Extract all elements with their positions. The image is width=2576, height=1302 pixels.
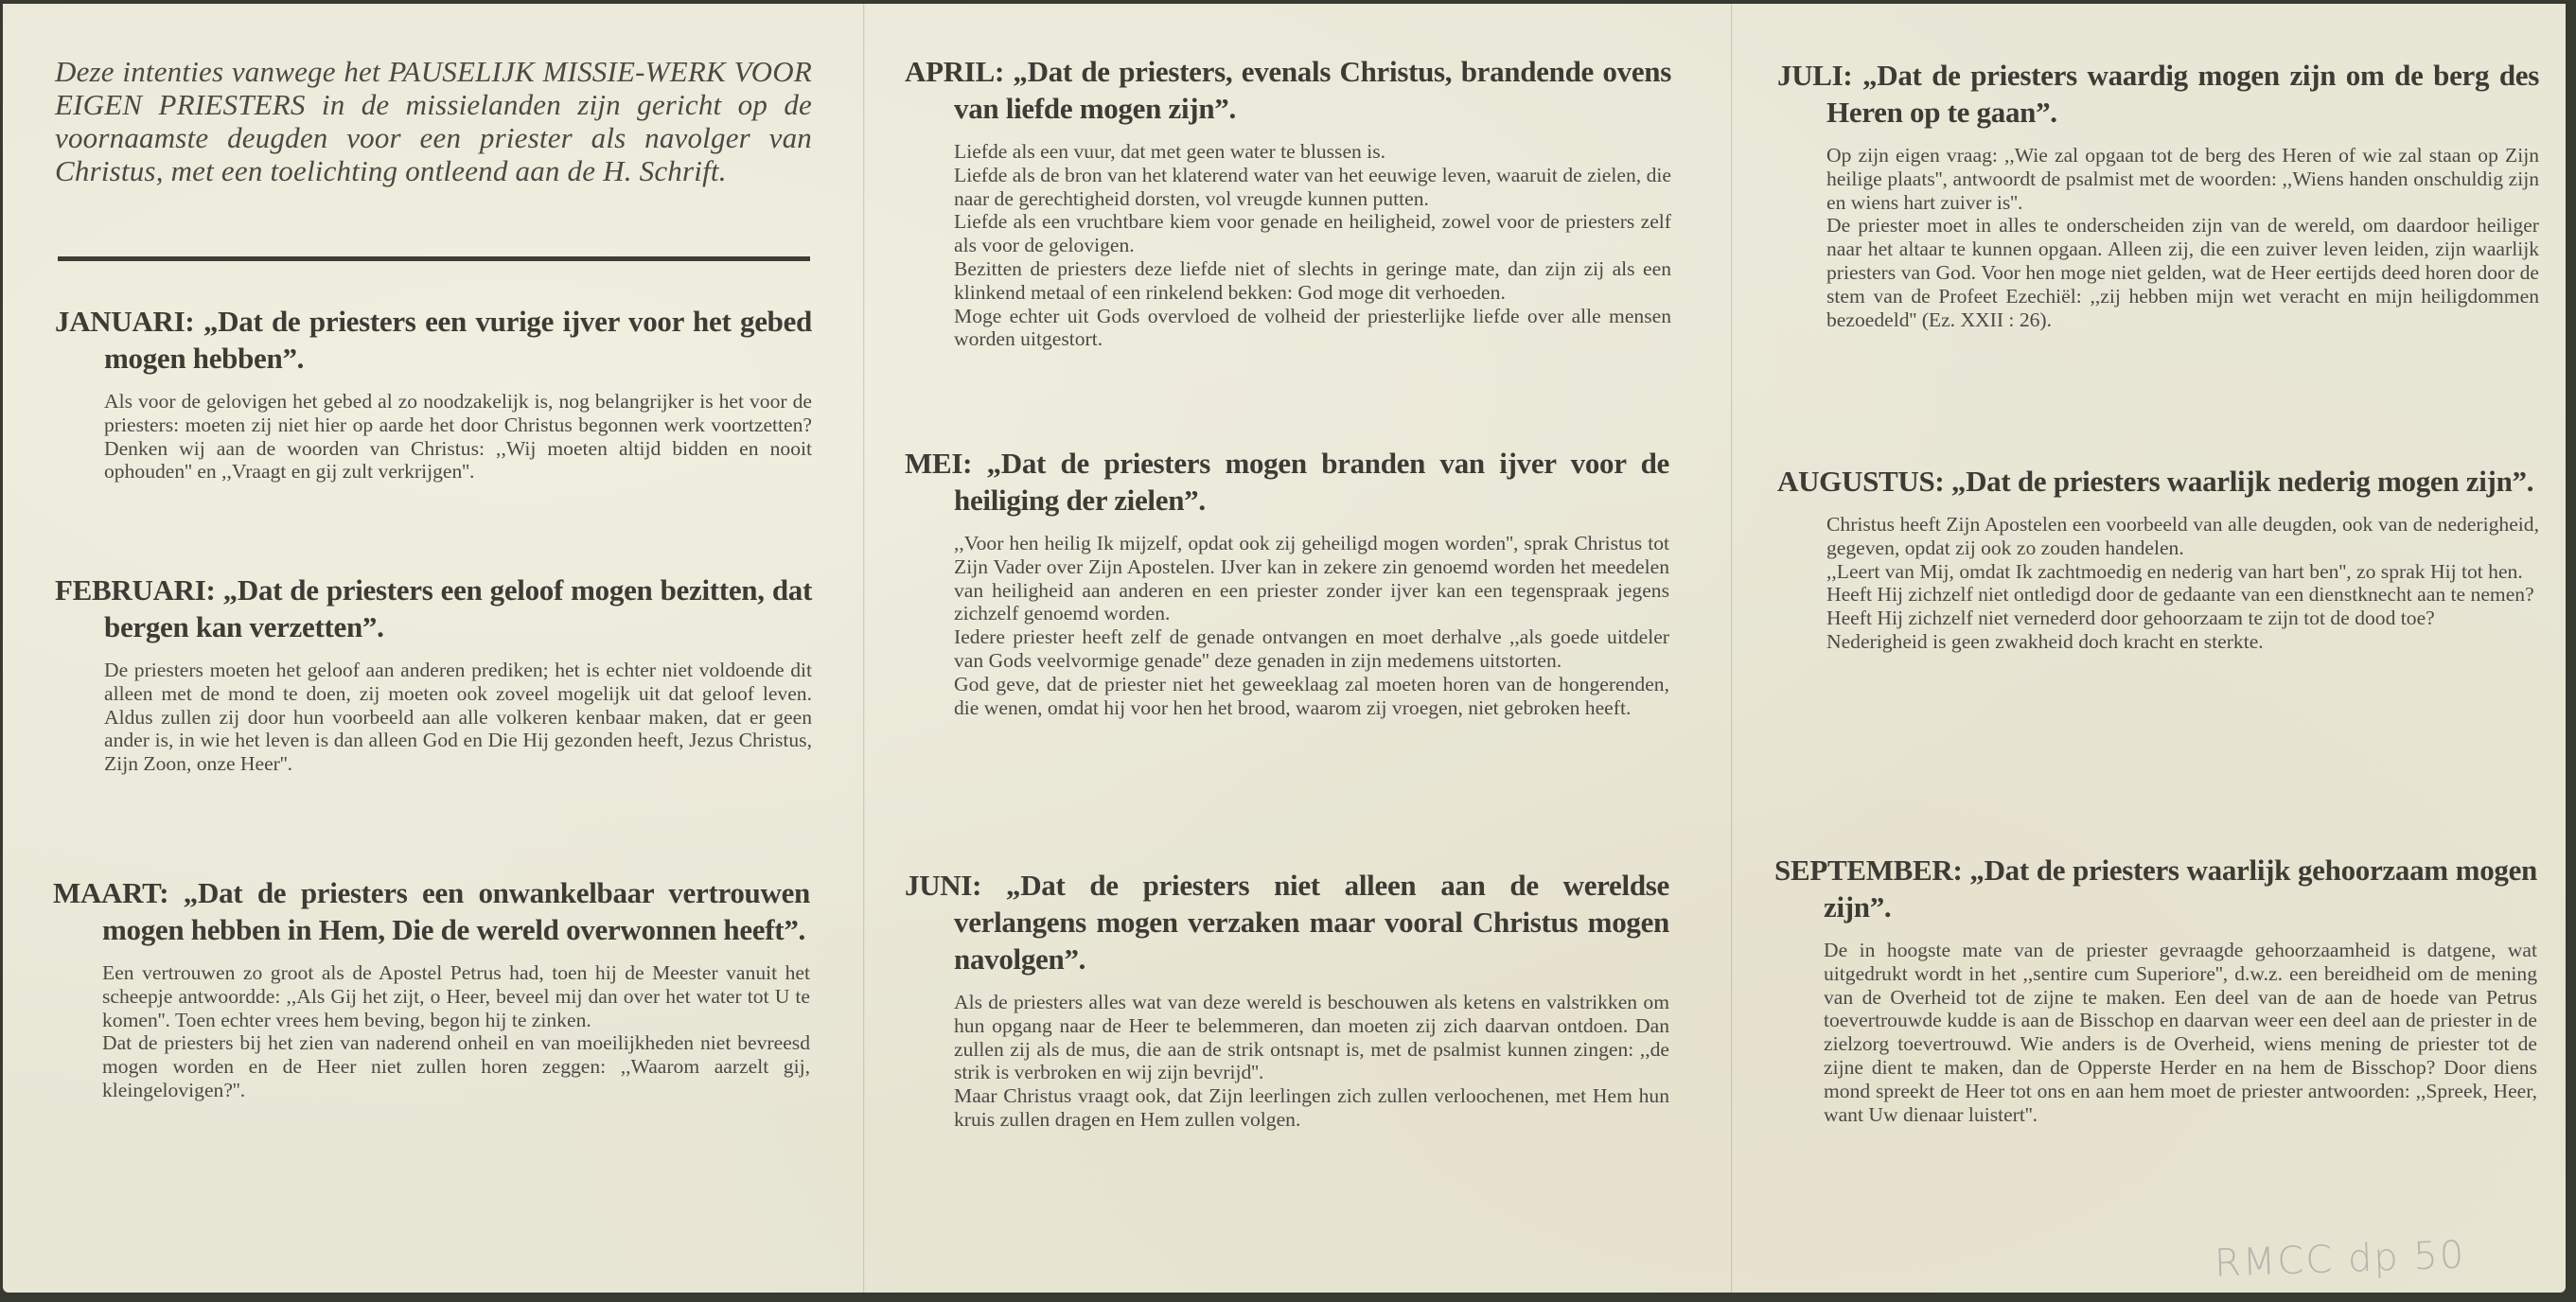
panel-middle — [865, 4, 1731, 1293]
month-body — [53, 961, 810, 1102]
paragraph: De priester moet in alles te onderscheiden zijn van de wereld, om daardoor heiliger naar het altaar te kunnen opgaan. Alleen zij, die een zuiver leven leiden, zijn waarlijk priesters van God. Voor hen moge niet gelden, wat de Heer eertijds deed horen door de stem van de Profeet Ezechiël: ,,zij hebben mijn wet veracht en mijn heiligdommen bezoedeld'' (Ez. XXII : 26). — [1826, 214, 2539, 331]
paragraph: ,,Leert van Mij, omdat Ik zachtmoedig en nederig van hart ben'', zo sprak Hij tot hen. — [1826, 559, 2523, 583]
month-body — [905, 991, 1669, 1132]
paragraph: De in hoogste mate van de priester gevraagde gehoorzaamheid is datgene, wat uitgedrukt wordt in het ,,sentire cum Superiore'', d.w.z. een bereidheid om de mening van de Overheid tot de zijne te maken. Een deel van de aan de hoede van Petrus toevertrouwde kudde is aan de Bisschop en daarvan weer een deel aan de priester in de zielzorg toevertrouwd. Wie anders is de Overheid, wiens mening de priester tot de zijne dient te maken, dan de Opperste Herder en na hem de Bisschop? Door diens mond spreekt de Heer tot ons en aan hem moet de priester antwoorden: ,,Spreek, Heer, want Uw dienaar luistert''. — [1824, 939, 2537, 1126]
paragraph: Christus heeft Zijn Apostelen een voorbeeld van alle deugden, ook van de nederigheid, gegeven, opdat zij ook zo zouden handelen. — [1826, 513, 2539, 559]
paragraph: Iedere priester heeft zelf de genade ontvangen en moet derhalve ,,als goede uitdeler van Gods veelvormige genade'' deze genaden in zijn medemens uitstorten. — [954, 625, 1669, 672]
archive-mark: RMCC dp 50 — [2214, 1233, 2467, 1286]
section-januari — [55, 303, 812, 484]
month-heading: AUGUSTUS: „Dat de priesters waarlijk nederig mogen zijn”. — [1777, 465, 2534, 498]
month-heading: MEI: „Dat de priesters mogen branden van ijver voor de heiliging der zielen”. — [905, 447, 1669, 517]
divider-rule — [58, 256, 810, 261]
intro-text: Deze intenties vanwege het PAUSELIJK MISSIE-WERK VOOR EIGEN PRIESTERS in de missielanden zijn gericht op de voornaamste deugden voor een priester als navolger van Christus, met een toelichting ontleend aan de H. Schrift. — [55, 55, 812, 187]
paragraph: Nederigheid is geen zwakheid doch kracht en sterkte. — [1826, 629, 2264, 653]
paragraph: Liefde als de bron van het klaterend water van het eeuwige leven, waaruit de zielen, die naar de gerechtigheid dorsten, vol vreugde kunnen putten. — [954, 163, 1671, 210]
paragraph: Dat de priesters bij het zien van naderend onheil en van moeilijkheden niet bevreesd mogen worden en de Heer niet zullen horen zeggen: ,,Waarom aarzelt gij, kleingelovigen?''. — [102, 1031, 810, 1101]
paragraph: Als voor de gelovigen het gebed al zo noodzakelijk is, nog belangrijker is het voor de priesters: moeten zij niet hier op aarde het door Christus begonnen werk voortzetten? Denken wij aan de woorden van Christus: ,,Wij moeten altijd bidden en nooit ophouden'' en ,,Vraagt en gij zult verkrijgen''. — [104, 390, 812, 484]
month-body — [55, 659, 812, 776]
month-heading: SEPTEMBER: „Dat de priesters waarlijk gehoorzaam mogen zijn”. — [1774, 853, 2537, 924]
panel-left — [3, 4, 863, 1293]
month-heading: JANUARI: „Dat de priesters een vurige ijver voor het gebed mogen hebben”. — [55, 305, 812, 375]
paragraph: Als de priesters alles wat van deze wereld is beschouwen als ketens en valstrikken om hun opgang naar de Heer te belemmeren, dan moeten zij zich daarvan ontdoen. Dan zullen zij als de mus, die aan de strik ontsnapt is, met de psalmist kunnen zingen: ,,de strik is verbroken en wij zijn bevrijd''. — [954, 991, 1669, 1084]
section-februari — [55, 572, 812, 776]
section-maart — [53, 874, 810, 1102]
month-body — [55, 390, 812, 484]
paragraph: Maar Christus vraagt ook, dat Zijn leerlingen zich zullen verloochenen, met Hem hun kruis zullen dragen en Hem zullen volgen. — [954, 1084, 1669, 1131]
section-juni — [905, 867, 1669, 1132]
month-heading: JUNI: „Dat de priesters niet alleen aan de wereldse verlangens mogen verzaken maar vooral Christus mogen navolgen”. — [905, 869, 1669, 976]
month-heading: FEBRUARI: „Dat de priesters een geloof mogen bezitten, dat bergen kan verzetten”. — [55, 573, 812, 643]
month-body — [1774, 939, 2537, 1126]
month-body — [1777, 144, 2539, 331]
month-body — [905, 140, 1671, 351]
paragraph: God geve, dat de priester niet het geweeklaag zal moeten horen van de hongerenden, die wenen, omdat hij voor hen het brood, waarom zij vroegen, niet gebroken heeft. — [954, 672, 1669, 719]
paragraph: Liefde als een vuur, dat met geen water te blussen is. — [954, 140, 1386, 163]
month-body — [905, 532, 1669, 719]
paragraph: Heeft Hij zichzelf niet vernederd door gehoorzaam te zijn tot de dood toe? — [1826, 607, 2435, 630]
paragraph: Moge echter uit Gods overvloed de volheid der priesterlijke liefde over alle mensen worden uitgestort. — [954, 304, 1671, 351]
section-april — [905, 53, 1671, 351]
month-body — [1777, 513, 2539, 654]
panel-right — [1733, 4, 2566, 1293]
paragraph: Een vertrouwen zo groot als de Apostel Petrus had, toen hij de Meester vanuit het scheepje antwoordde: ,,Als Gij het zijt, o Heer, beveel mij dan over het water tot U te komen''. Toen echter vrees hem beving, begon hij te zinken. — [102, 961, 810, 1031]
section-mei — [905, 445, 1669, 719]
month-heading: JULI: „Dat de priesters waardig mogen zijn om de berg des Heren op te gaan”. — [1777, 59, 2539, 129]
section-juli — [1777, 57, 2539, 331]
paragraph: Bezitten de priesters deze liefde niet of slechts in geringe mate, dan zijn zij als een klinkend metaal of een rinkelend bekken: God moge dit verhoeden. — [954, 256, 1671, 304]
paragraph: ,,Voor hen heilig Ik mijzelf, opdat ook zij geheiligd mogen worden'', sprak Christus tot Zijn Vader over Zijn Apostelen. IJver kan in zekere zin genoemd worden het meedelen van heiligheid aan anderen en een priester zonder ijver kan een tegenspraak jegens zichzelf genoemd worden. — [954, 532, 1669, 625]
paragraph: Heeft Hij zichzelf niet ontledigd door de gedaante van een dienstknecht aan te nemen? — [1826, 583, 2534, 607]
paragraph: De priesters moeten het geloof aan anderen prediken; het is echter niet voldoende dit alleen met de mond te doen, zij moeten ook zoveel mogelijk uit dat geloof leven. Aldus zullen zij door hun voorbeeld aan alle volkeren kenbaar maken, dat er geen ander is, in wie het leven is dan alleen God en Die Hij gezonden heeft, Jezus Christus, Zijn Zoon, onze Heer''. — [104, 659, 812, 776]
paragraph: Liefde als een vruchtbare kiem voor genade en heiligheid, zowel voor de priesters zelf als voor de gelovigen. — [954, 210, 1671, 257]
paragraph: Op zijn eigen vraag: ,,Wie zal opgaan tot de berg des Heren of wie zal staan op Zijn heilige plaats'', antwoordt de psalmist met de woorden: ,,Wiens handen onschuldig zijn en wiens hart zuiver is''. — [1826, 144, 2539, 214]
section-september — [1774, 852, 2537, 1126]
month-heading: APRIL: „Dat de priesters, evenals Christus, brandende ovens van liefde mogen zijn”. — [905, 55, 1671, 125]
section-augustus — [1777, 463, 2539, 654]
month-heading: MAART: „Dat de priesters een onwankelbaar vertrouwen mogen hebben in Hem, Die de wereld overwonnen heeft”. — [53, 876, 810, 946]
